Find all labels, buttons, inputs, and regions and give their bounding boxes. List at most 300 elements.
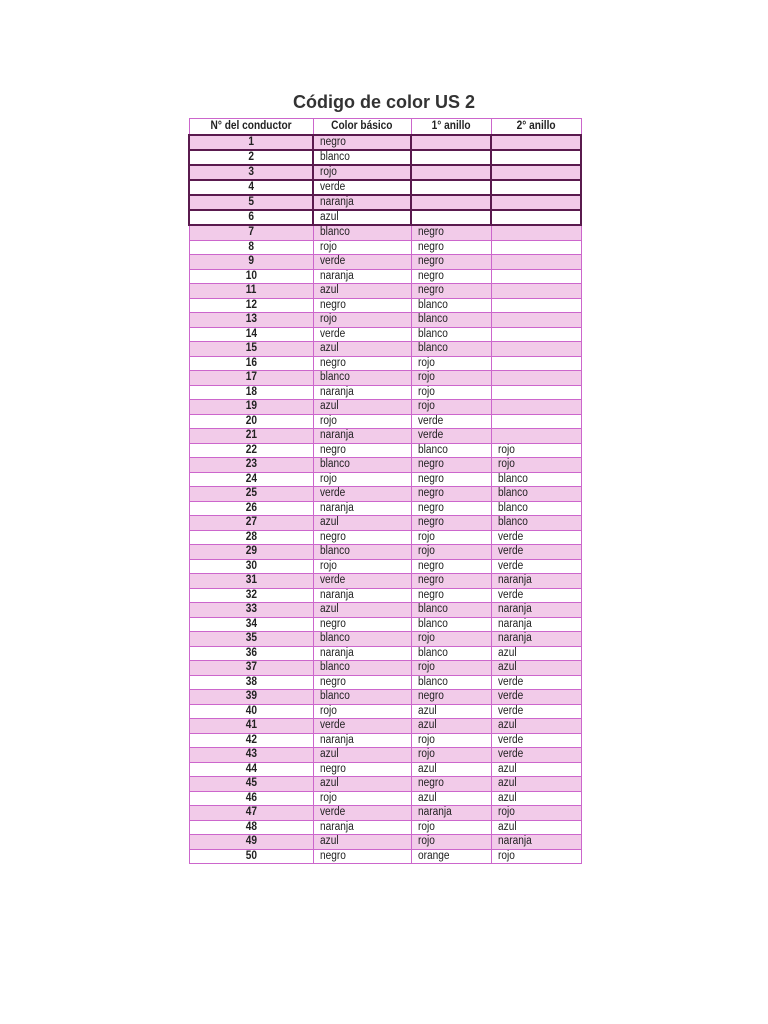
table-row bbox=[189, 646, 581, 661]
cell-basic-color bbox=[313, 574, 411, 589]
cell-text: azul bbox=[319, 342, 339, 355]
cell-second-ring bbox=[491, 180, 581, 195]
cell-basic-color bbox=[313, 313, 411, 328]
table-row bbox=[189, 400, 581, 415]
cell-text: rojo bbox=[497, 849, 515, 862]
cell-conductor-number bbox=[189, 574, 313, 589]
table-row bbox=[189, 210, 581, 225]
cell-first-ring bbox=[411, 835, 491, 850]
cell-first-ring bbox=[411, 342, 491, 357]
cell-text: naranja bbox=[497, 835, 532, 848]
cell-text: rojo bbox=[319, 791, 337, 804]
cell-conductor-number bbox=[189, 719, 313, 734]
cell-text: negro bbox=[417, 516, 444, 529]
header-label: N° del conductor bbox=[210, 120, 292, 132]
cell-text: azul bbox=[497, 646, 517, 659]
cell-conductor-number bbox=[189, 661, 313, 676]
cell-text: rojo bbox=[417, 400, 435, 413]
cell-first-ring bbox=[411, 719, 491, 734]
table-row bbox=[189, 617, 581, 632]
cell-text: blanco bbox=[497, 487, 528, 500]
cell-second-ring bbox=[491, 704, 581, 719]
cell-text: 43 bbox=[245, 748, 257, 761]
cell-text: 29 bbox=[245, 545, 257, 558]
cell-text: verde bbox=[319, 574, 345, 587]
cell-text: naranja bbox=[497, 617, 532, 630]
cell-text: rojo bbox=[319, 240, 337, 253]
cell-text: 17 bbox=[245, 371, 257, 384]
cell-second-ring bbox=[491, 327, 581, 342]
cell-text: negro bbox=[417, 458, 444, 471]
cell-second-ring bbox=[491, 225, 581, 240]
cell-second-ring bbox=[491, 545, 581, 560]
cell-text: 36 bbox=[245, 646, 257, 659]
cell-text: naranja bbox=[319, 385, 354, 398]
cell-text: 31 bbox=[245, 574, 257, 587]
cell-first-ring bbox=[411, 443, 491, 458]
cell-first-ring bbox=[411, 748, 491, 763]
cell-text: negro bbox=[319, 675, 346, 688]
cell-second-ring bbox=[491, 371, 581, 386]
cell-conductor-number bbox=[189, 835, 313, 850]
cell-text: rojo bbox=[319, 704, 337, 717]
cell-conductor-number bbox=[189, 210, 313, 225]
cell-first-ring bbox=[411, 165, 491, 180]
cell-text: azul bbox=[497, 661, 517, 674]
cell-second-ring bbox=[491, 675, 581, 690]
cell-text: naranja bbox=[319, 733, 354, 746]
cell-text: 49 bbox=[245, 835, 257, 848]
cell-text: blanco bbox=[497, 472, 528, 485]
cell-text: azul bbox=[497, 820, 517, 833]
table-row bbox=[189, 559, 581, 574]
cell-conductor-number bbox=[189, 356, 313, 371]
cell-text: azul bbox=[417, 791, 437, 804]
cell-second-ring bbox=[491, 400, 581, 415]
cell-text: verde bbox=[497, 748, 523, 761]
cell-text: verde bbox=[497, 704, 523, 717]
cell-text: verde bbox=[497, 588, 523, 601]
cell-text: 30 bbox=[245, 559, 257, 572]
cell-text: naranja bbox=[497, 574, 532, 587]
table-row bbox=[189, 135, 581, 150]
cell-text: negro bbox=[320, 136, 346, 148]
cell-first-ring bbox=[411, 588, 491, 603]
cell-basic-color bbox=[313, 516, 411, 531]
cell-text: verde bbox=[497, 690, 523, 703]
cell-text: 40 bbox=[245, 704, 257, 717]
cell-text: azul bbox=[319, 516, 339, 529]
table-row bbox=[189, 516, 581, 531]
cell-text: negro bbox=[417, 255, 444, 268]
cell-text: 47 bbox=[245, 806, 257, 819]
cell-basic-color bbox=[313, 195, 411, 210]
cell-basic-color bbox=[313, 240, 411, 255]
cell-basic-color bbox=[313, 748, 411, 763]
table-row bbox=[189, 429, 581, 444]
cell-basic-color bbox=[313, 704, 411, 719]
table-row bbox=[189, 269, 581, 284]
cell-basic-color bbox=[313, 501, 411, 516]
cell-basic-color bbox=[313, 342, 411, 357]
cell-text: 10 bbox=[245, 269, 257, 282]
table-row bbox=[189, 458, 581, 473]
cell-text: blanco bbox=[320, 151, 350, 163]
cell-text: rojo bbox=[320, 166, 337, 178]
cell-first-ring bbox=[411, 820, 491, 835]
cell-text: rojo bbox=[319, 472, 337, 485]
table-header-row bbox=[189, 119, 581, 136]
cell-text: rojo bbox=[417, 632, 435, 645]
cell-second-ring bbox=[491, 284, 581, 299]
table-row bbox=[189, 284, 581, 299]
cell-conductor-number bbox=[189, 284, 313, 299]
cell-text: 41 bbox=[245, 719, 257, 732]
table-row bbox=[189, 150, 581, 165]
cell-text: blanco bbox=[417, 675, 448, 688]
cell-text: 8 bbox=[248, 240, 254, 253]
cell-conductor-number bbox=[189, 603, 313, 618]
cell-first-ring bbox=[411, 356, 491, 371]
cell-first-ring bbox=[411, 255, 491, 270]
cell-text: 2 bbox=[248, 151, 254, 163]
cell-first-ring bbox=[411, 849, 491, 864]
cell-conductor-number bbox=[189, 704, 313, 719]
cell-first-ring bbox=[411, 210, 491, 225]
cell-text: negro bbox=[417, 588, 444, 601]
cell-basic-color bbox=[313, 429, 411, 444]
cell-second-ring bbox=[491, 342, 581, 357]
cell-second-ring bbox=[491, 298, 581, 313]
table-row bbox=[189, 327, 581, 342]
cell-text: blanco bbox=[319, 545, 350, 558]
cell-text: verde bbox=[497, 733, 523, 746]
table-row bbox=[189, 356, 581, 371]
cell-conductor-number bbox=[189, 820, 313, 835]
cell-basic-color bbox=[313, 530, 411, 545]
cell-first-ring bbox=[411, 298, 491, 313]
cell-conductor-number bbox=[189, 545, 313, 560]
cell-text: negro bbox=[319, 849, 346, 862]
cell-first-ring bbox=[411, 135, 491, 150]
cell-second-ring bbox=[491, 414, 581, 429]
table-row bbox=[189, 777, 581, 792]
cell-text: naranja bbox=[319, 820, 354, 833]
cell-basic-color bbox=[313, 269, 411, 284]
table-row bbox=[189, 487, 581, 502]
cell-second-ring bbox=[491, 733, 581, 748]
cell-text: verde bbox=[319, 327, 345, 340]
cell-first-ring bbox=[411, 269, 491, 284]
cell-text: 6 bbox=[248, 211, 254, 223]
cell-text: negro bbox=[319, 530, 346, 543]
table-row bbox=[189, 762, 581, 777]
cell-second-ring bbox=[491, 385, 581, 400]
cell-first-ring bbox=[411, 225, 491, 240]
header-second-ring bbox=[491, 119, 581, 136]
table-row bbox=[189, 820, 581, 835]
table-row bbox=[189, 806, 581, 821]
table-row bbox=[189, 240, 581, 255]
cell-conductor-number bbox=[189, 385, 313, 400]
cell-conductor-number bbox=[189, 733, 313, 748]
cell-second-ring bbox=[491, 150, 581, 165]
cell-text: negro bbox=[319, 356, 346, 369]
cell-text: naranja bbox=[320, 196, 354, 208]
cell-second-ring bbox=[491, 835, 581, 850]
cell-text: blanco bbox=[319, 632, 350, 645]
cell-text: azul bbox=[319, 603, 339, 616]
cell-first-ring bbox=[411, 313, 491, 328]
cell-conductor-number bbox=[189, 777, 313, 792]
cell-first-ring bbox=[411, 414, 491, 429]
cell-first-ring bbox=[411, 429, 491, 444]
cell-conductor-number bbox=[189, 429, 313, 444]
cell-conductor-number bbox=[189, 617, 313, 632]
cell-basic-color bbox=[313, 603, 411, 618]
cell-text: rojo bbox=[497, 806, 515, 819]
cell-first-ring bbox=[411, 284, 491, 299]
cell-first-ring bbox=[411, 501, 491, 516]
cell-basic-color bbox=[313, 675, 411, 690]
cell-conductor-number bbox=[189, 632, 313, 647]
cell-text: 24 bbox=[245, 472, 257, 485]
cell-text: 44 bbox=[245, 762, 257, 775]
cell-text: 33 bbox=[245, 603, 257, 616]
cell-second-ring bbox=[491, 820, 581, 835]
cell-first-ring bbox=[411, 150, 491, 165]
cell-conductor-number bbox=[189, 458, 313, 473]
cell-first-ring bbox=[411, 806, 491, 821]
cell-text: azul bbox=[497, 762, 517, 775]
cell-text: 50 bbox=[245, 849, 257, 862]
cell-conductor-number bbox=[189, 414, 313, 429]
cell-conductor-number bbox=[189, 690, 313, 705]
table-row bbox=[189, 225, 581, 240]
cell-conductor-number bbox=[189, 530, 313, 545]
cell-second-ring bbox=[491, 719, 581, 734]
cell-text: 9 bbox=[248, 255, 254, 268]
cell-text: rojo bbox=[319, 414, 337, 427]
color-code-table bbox=[188, 118, 582, 864]
header-first-ring bbox=[411, 119, 491, 136]
cell-text: verde bbox=[417, 414, 443, 427]
cell-text: orange bbox=[417, 849, 450, 862]
cell-basic-color bbox=[313, 443, 411, 458]
cell-second-ring bbox=[491, 690, 581, 705]
table-row bbox=[189, 849, 581, 864]
cell-text: blanco bbox=[417, 617, 448, 630]
cell-text: azul bbox=[417, 704, 437, 717]
cell-text: 22 bbox=[245, 443, 257, 456]
cell-basic-color bbox=[313, 646, 411, 661]
cell-text: negro bbox=[417, 487, 444, 500]
cell-text: 1 bbox=[248, 136, 254, 148]
cell-text: rojo bbox=[417, 835, 435, 848]
cell-text: 12 bbox=[245, 298, 257, 311]
cell-text: 16 bbox=[245, 356, 257, 369]
table-row bbox=[189, 385, 581, 400]
cell-text: rojo bbox=[319, 313, 337, 326]
cell-conductor-number bbox=[189, 443, 313, 458]
cell-text: verde bbox=[497, 545, 523, 558]
cell-text: rojo bbox=[497, 443, 515, 456]
cell-text: negro bbox=[417, 690, 444, 703]
cell-text: rojo bbox=[417, 661, 435, 674]
cell-text: blanco bbox=[417, 443, 448, 456]
cell-first-ring bbox=[411, 195, 491, 210]
cell-text: negro bbox=[319, 443, 346, 456]
cell-conductor-number bbox=[189, 150, 313, 165]
cell-text: rojo bbox=[417, 356, 435, 369]
cell-second-ring bbox=[491, 762, 581, 777]
cell-second-ring bbox=[491, 791, 581, 806]
cell-first-ring bbox=[411, 646, 491, 661]
cell-second-ring bbox=[491, 240, 581, 255]
table-row bbox=[189, 791, 581, 806]
table-row bbox=[189, 733, 581, 748]
cell-text: negro bbox=[417, 574, 444, 587]
cell-conductor-number bbox=[189, 298, 313, 313]
cell-basic-color bbox=[313, 719, 411, 734]
cell-text: azul bbox=[320, 211, 339, 223]
cell-text: 45 bbox=[245, 777, 257, 790]
cell-first-ring bbox=[411, 559, 491, 574]
cell-text: naranja bbox=[497, 603, 532, 616]
cell-text: negro bbox=[417, 240, 444, 253]
table-row bbox=[189, 180, 581, 195]
cell-first-ring bbox=[411, 516, 491, 531]
cell-text: 46 bbox=[245, 791, 257, 804]
cell-conductor-number bbox=[189, 255, 313, 270]
cell-text: azul bbox=[319, 835, 339, 848]
table-row bbox=[189, 195, 581, 210]
cell-text: 34 bbox=[245, 617, 257, 630]
cell-first-ring bbox=[411, 530, 491, 545]
cell-second-ring bbox=[491, 255, 581, 270]
cell-first-ring bbox=[411, 661, 491, 676]
table-row bbox=[189, 443, 581, 458]
cell-text: verde bbox=[497, 559, 523, 572]
cell-text: 13 bbox=[245, 313, 257, 326]
cell-second-ring bbox=[491, 530, 581, 545]
cell-text: 20 bbox=[245, 414, 257, 427]
cell-text: 23 bbox=[245, 458, 257, 471]
cell-text: blanco bbox=[319, 690, 350, 703]
cell-text: blanco bbox=[497, 501, 528, 514]
cell-conductor-number bbox=[189, 472, 313, 487]
table-row bbox=[189, 414, 581, 429]
cell-basic-color bbox=[313, 356, 411, 371]
cell-text: 18 bbox=[245, 385, 257, 398]
table-row bbox=[189, 719, 581, 734]
cell-second-ring bbox=[491, 356, 581, 371]
cell-conductor-number bbox=[189, 588, 313, 603]
cell-first-ring bbox=[411, 371, 491, 386]
cell-text: verde bbox=[319, 255, 345, 268]
table-row bbox=[189, 574, 581, 589]
cell-text: rojo bbox=[417, 385, 435, 398]
cell-basic-color bbox=[313, 225, 411, 240]
cell-conductor-number bbox=[189, 806, 313, 821]
table-row bbox=[189, 835, 581, 850]
cell-text: negro bbox=[417, 472, 444, 485]
cell-text: rojo bbox=[319, 559, 337, 572]
cell-text: naranja bbox=[319, 501, 354, 514]
cell-first-ring bbox=[411, 574, 491, 589]
cell-second-ring bbox=[491, 269, 581, 284]
cell-basic-color bbox=[313, 327, 411, 342]
table-body bbox=[189, 135, 581, 864]
table-row bbox=[189, 704, 581, 719]
cell-text: verde bbox=[320, 181, 346, 193]
cell-basic-color bbox=[313, 661, 411, 676]
cell-basic-color bbox=[313, 371, 411, 386]
cell-text: negro bbox=[319, 298, 346, 311]
cell-basic-color bbox=[313, 487, 411, 502]
cell-text: naranja bbox=[497, 632, 532, 645]
table-row bbox=[189, 690, 581, 705]
cell-conductor-number bbox=[189, 371, 313, 386]
cell-text: negro bbox=[319, 617, 346, 630]
cell-first-ring bbox=[411, 458, 491, 473]
cell-text: rojo bbox=[497, 458, 515, 471]
cell-text: 38 bbox=[245, 675, 257, 688]
cell-text: 37 bbox=[245, 661, 257, 674]
cell-second-ring bbox=[491, 516, 581, 531]
cell-basic-color bbox=[313, 298, 411, 313]
cell-second-ring bbox=[491, 501, 581, 516]
cell-text: blanco bbox=[417, 646, 448, 659]
cell-text: negro bbox=[417, 501, 444, 514]
table-row bbox=[189, 165, 581, 180]
cell-first-ring bbox=[411, 791, 491, 806]
cell-basic-color bbox=[313, 806, 411, 821]
cell-first-ring bbox=[411, 777, 491, 792]
cell-basic-color bbox=[313, 135, 411, 150]
cell-basic-color bbox=[313, 733, 411, 748]
cell-second-ring bbox=[491, 195, 581, 210]
cell-conductor-number bbox=[189, 849, 313, 864]
cell-first-ring bbox=[411, 327, 491, 342]
cell-text: 28 bbox=[245, 530, 257, 543]
cell-basic-color bbox=[313, 559, 411, 574]
table-row bbox=[189, 545, 581, 560]
cell-first-ring bbox=[411, 472, 491, 487]
header-conductor-number bbox=[189, 119, 313, 136]
cell-second-ring bbox=[491, 777, 581, 792]
cell-conductor-number bbox=[189, 791, 313, 806]
cell-text: rojo bbox=[417, 748, 435, 761]
cell-second-ring bbox=[491, 617, 581, 632]
cell-text: blanco bbox=[319, 226, 350, 239]
cell-first-ring bbox=[411, 762, 491, 777]
cell-text: naranja bbox=[417, 806, 452, 819]
cell-text: naranja bbox=[319, 269, 354, 282]
cell-text: negro bbox=[417, 226, 444, 239]
cell-second-ring bbox=[491, 135, 581, 150]
cell-basic-color bbox=[313, 165, 411, 180]
table-row bbox=[189, 501, 581, 516]
cell-text: 7 bbox=[248, 226, 254, 239]
header-label: 2° anillo bbox=[516, 120, 556, 132]
cell-basic-color bbox=[313, 690, 411, 705]
cell-basic-color bbox=[313, 849, 411, 864]
cell-text: verde bbox=[319, 806, 345, 819]
cell-text: azul bbox=[497, 791, 517, 804]
cell-text: blanco bbox=[497, 516, 528, 529]
cell-text: 42 bbox=[245, 733, 257, 746]
